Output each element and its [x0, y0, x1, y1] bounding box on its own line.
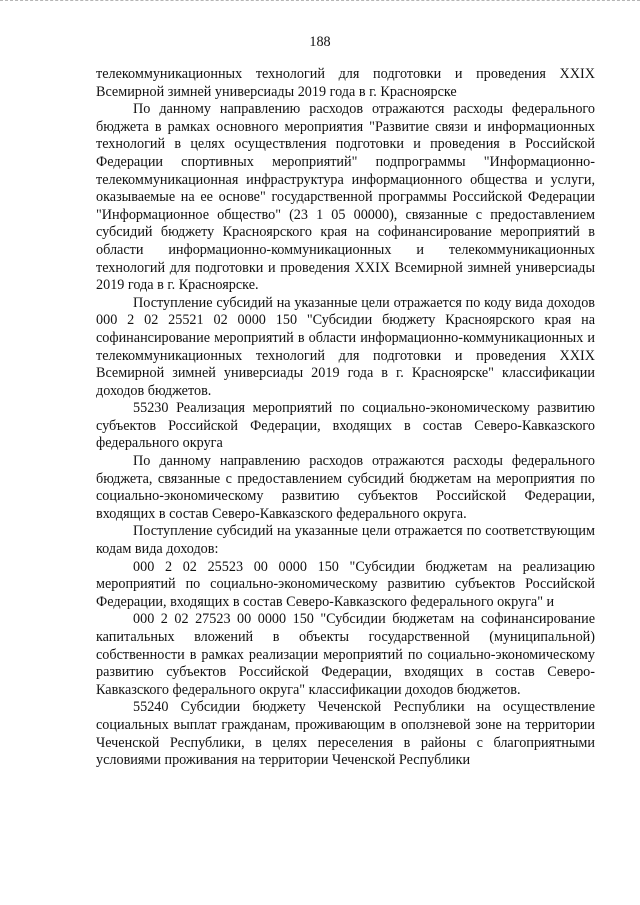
paragraph-subsidy-income-intro: Поступление субсидий на указанные цели отражается по соответствующим кодам вида доходов: — [96, 523, 595, 558]
section-heading-55240: 55240 Субсидии бюджету Чеченской Республики на осуществление социальных выплат гражданам, проживающим в оползневой зоне на территории Чеченской Республики, в целях переселения в районы с благоприятными условиями проживания на территории Чеченской Республики — [96, 699, 595, 769]
paragraph-expenditure-description: По данному направлению расходов отражаются расходы федерального бюджета в рамках основного мероприятия "Развитие связи и информационных технологий в целях осуществления подготовки и проведения в Российской Федерации спортивных мероприятий" подпрограммы "Информационно-телекоммуникационная инфраструктура информационного общества и услуги, оказываемые на ее основе" государственной программы Российской Федерации "Информационное общество" (23 1 05 00000), связанные с предоставлением субсидий бюджету Красноярского края на софинансирование мероприятий в области информационно-коммуникационных и телекоммуникационных технологий для подготовки и проведения XXIX Всемирной зимней универсиады 2019 года в г. Красноярске. — [96, 101, 595, 294]
scan-top-edge — [0, 0, 640, 1]
section-heading-55230: 55230 Реализация мероприятий по социально-экономическому развитию субъектов Российской Федерации, входящих в состав Северо-Кавказского федерального округа — [96, 400, 595, 452]
paragraph-subsidy-income-code: Поступление субсидий на указанные цели отражается по коду вида доходов 000 2 02 25521 02 0000 150 "Субсидии бюджету Красноярского края на софинансирование мероприятий в области информационно-коммуникационных и телекоммуникационных технологий для подготовки и проведения XXIX Всемирной зимней универсиады 2019 года в г. Красноярске" классификации доходов бюджетов. — [96, 294, 595, 399]
paragraph-income-code-25523: 000 2 02 25523 00 0000 150 "Субсидии бюджетам на реализацию мероприятий по социально-экономическому развитию субъектов Российской Федерации, входящих в состав Северо-Кавказского федерального округа" и — [96, 558, 595, 610]
paragraph-expenditure-description-2: По данному направлению расходов отражаются расходы федерального бюджета, связанные с предоставлением субсидий бюджетам на мероприятия по социально-экономическому развитию субъектов Российской Федерации, входящих в состав Северо-Кавказского федерального округа. — [96, 453, 595, 522]
page-number: 188 — [309, 34, 331, 50]
paragraph-income-code-27523: 000 2 02 27523 00 0000 150 "Субсидии бюджетам на софинансирование капитальных вложений в объекты государственной (муниципальной) собственности в рамках реализации мероприятий по социально-экономическому развитию субъектов Российской Федерации, входящих в состав Северо-Кавказского федерального округа" классификации доходов бюджетов. — [96, 611, 595, 698]
document-body — [96, 66, 595, 770]
paragraph-continuation: телекоммуникационных технологий для подготовки и проведения XXIX Всемирной зимней универсиады 2019 года в г. Красноярске — [96, 66, 595, 100]
